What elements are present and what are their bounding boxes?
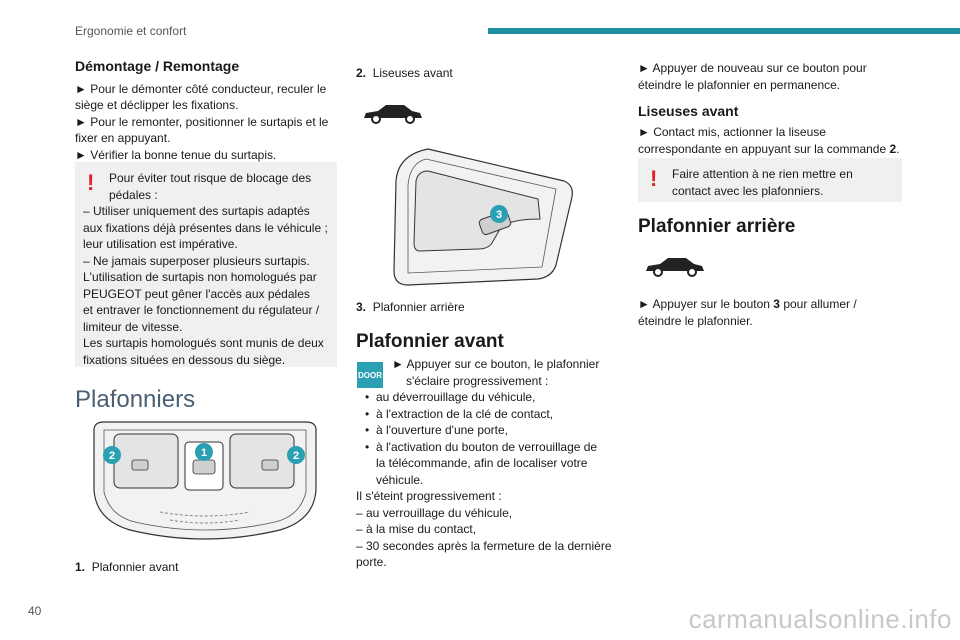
- column-right-top: [638, 60, 903, 93]
- door-intro: [392, 356, 622, 389]
- caption-liseuses-avant: [356, 65, 618, 82]
- warning-line: PEUGEOT peut gêner l'accès aux pédales: [83, 286, 310, 301]
- list-item: • au déverrouillage du véhicule,: [356, 389, 618, 406]
- intro-line: s'éclaire progressivement :: [406, 373, 549, 388]
- callout-badge-2-left: [103, 446, 121, 464]
- instruction-line: fixer en appuyant.: [75, 131, 171, 145]
- warning-line: leur utilisation est impérative.: [83, 237, 238, 251]
- off-line: porte.: [356, 555, 387, 569]
- door-button-icon: DOOR: [357, 362, 383, 388]
- warning-line: aux fixations déjà présentes dans le véhicule ;: [83, 220, 328, 235]
- rear-light-instructions: [638, 296, 903, 329]
- section-heading-liseuses-avant: Liseuses avant: [638, 103, 739, 119]
- warning-line: pédales :: [109, 187, 158, 202]
- svg-text:2: 2: [292, 450, 300, 462]
- callout-ref: 3: [773, 297, 780, 311]
- header-accent-bar: [488, 28, 960, 34]
- section-heading-plafonnier-avant: Plafonnier avant: [356, 331, 504, 352]
- warning-exclamation-icon: !: [650, 166, 658, 191]
- svg-text:2: 2: [108, 450, 116, 462]
- instruction-line: ► Appuyer de nouveau sur ce bouton pour: [638, 61, 867, 75]
- warning-box-ceiling: [638, 158, 902, 202]
- caption-plafonnier-arriere: [356, 299, 618, 316]
- instruction-line: ► Pour le remonter, positionner le surtapis et le: [75, 114, 329, 129]
- warning-line: Pour éviter tout risque de blocage des: [109, 171, 312, 185]
- instruction-line: [638, 296, 903, 313]
- front-ceiling-light-diagram: [90, 420, 320, 550]
- conditions-list: [356, 389, 618, 455]
- list-item-continuation: la télécommande, afin de localiser votre: [376, 456, 588, 470]
- liseuse-instructions: [638, 124, 903, 157]
- off-line: – à la mise du contact,: [356, 522, 477, 536]
- warning-line: limiteur de vitesse.: [83, 319, 183, 334]
- instruction-line: éteindre le plafonnier en permanence.: [638, 77, 841, 92]
- caption-plafonnier-avant: [75, 559, 337, 576]
- instructions-list: [75, 81, 337, 164]
- intro-line: ► Appuyer sur ce bouton, le plafonnier: [392, 357, 600, 371]
- section-title-plafonniers: Plafonniers: [75, 386, 196, 413]
- list-item: • à l'ouverture d'une porte,: [356, 422, 618, 439]
- front-reading-light-diagram: [388, 145, 576, 293]
- instruction-line: ► Vérifier la bonne tenue du surtapis.: [75, 147, 277, 162]
- warning-line: contact avec les plafonniers.: [672, 183, 824, 198]
- warning-line: Faire attention à ne rien mettre en: [672, 167, 853, 181]
- text-run: correspondante en appuyant sur la commande: [638, 141, 890, 156]
- list-item: • à l'extraction de la clé de contact,: [356, 406, 618, 423]
- warning-exclamation-icon: !: [87, 170, 95, 195]
- watermark: carmanualsonline.info: [688, 604, 952, 634]
- instruction-line: ► Pour le démonter côté conducteur, reculer le: [75, 81, 327, 96]
- caption-number: 2.: [356, 66, 367, 80]
- warning-box-pedals: [75, 162, 337, 367]
- instruction-line: siège et déclipper les fixations.: [75, 98, 239, 112]
- off-line: Il s'éteint progressivement :: [356, 489, 502, 503]
- instruction-line: ► Contact mis, actionner la liseuse: [638, 125, 826, 139]
- callout-badge-2-right: [287, 446, 305, 464]
- off-line: – 30 secondes après la fermeture de la dernière: [356, 538, 612, 553]
- column-left: [75, 58, 337, 163]
- sedan-car-icon: [644, 255, 706, 279]
- warning-line: Les surtapis homologués sont munis de deux: [83, 336, 324, 350]
- warning-line: – Ne jamais superposer plusieurs surtapis.: [83, 253, 310, 268]
- off-line: – au verrouillage du véhicule,: [356, 505, 513, 520]
- caption-number: 1.: [75, 560, 86, 574]
- text-run: ► Appuyer sur le bouton: [638, 297, 774, 311]
- instruction-line: [638, 141, 903, 158]
- caption-text: Liseuses avant: [372, 66, 453, 80]
- svg-text:3: 3: [495, 209, 503, 221]
- warning-line: L'utilisation de surtapis non homologués par: [83, 270, 317, 284]
- warning-line: fixations situées en dessous du siège.: [83, 352, 286, 367]
- callout-ref: 2: [889, 141, 897, 156]
- running-header: Ergonomie et confort: [75, 24, 187, 38]
- section-heading-plafonnier-arriere: Plafonnier arrière: [638, 216, 796, 237]
- section-heading-demontage: Démontage / Remontage: [75, 58, 240, 74]
- list-item-continuation: véhicule.: [376, 472, 424, 487]
- caption-text: Plafonnier arrière: [372, 300, 465, 314]
- callout-badge-1: [195, 443, 213, 461]
- page-number: 40: [28, 604, 42, 618]
- warning-line: et entraver le fonctionnement du régulateur /: [83, 303, 320, 317]
- warning-line: – Utiliser uniquement des surtapis adaptés: [83, 204, 310, 218]
- sedan-car-icon: [362, 102, 424, 126]
- text-run: pour allumer /: [779, 297, 857, 311]
- callout-badge-3: [490, 205, 508, 223]
- door-conditions: [356, 389, 618, 571]
- list-item: • à l'activation du bouton de verrouillage de: [356, 439, 618, 456]
- svg-text:1: 1: [200, 447, 208, 459]
- caption-number: 3.: [356, 300, 367, 314]
- instruction-line: éteindre le plafonnier.: [638, 313, 753, 328]
- text-run: .: [896, 141, 900, 156]
- caption-text: Plafonnier avant: [91, 560, 179, 574]
